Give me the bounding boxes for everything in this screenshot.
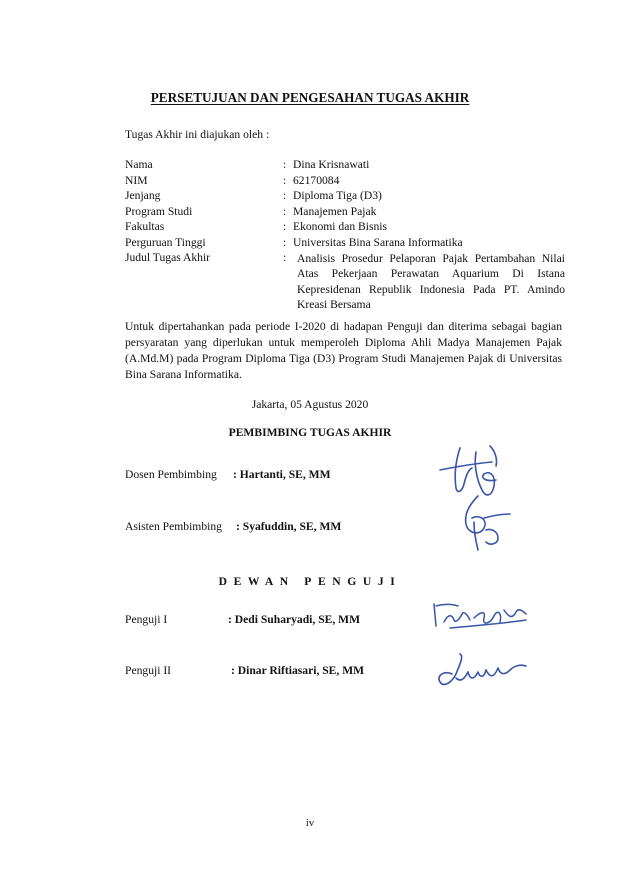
- asisten-pembimbing-row: Asisten Pembimbing : Syafuddin, SE, MM: [125, 520, 342, 533]
- signature-penguji-2: [430, 648, 530, 692]
- signature-asisten-pembimbing: [440, 492, 520, 554]
- field-row-nim: NIM : 62170084: [125, 173, 340, 187]
- penguji-heading: DEWAN PENGUJI: [218, 575, 402, 588]
- penguji-1-row: Penguji I : Dedi Suharyadi, SE, MM: [125, 613, 361, 626]
- field-row-program-studi: Program Studi : Manajemen Pajak: [125, 204, 377, 218]
- field-row-fakultas: Fakultas : Ekonomi dan Bisnis: [125, 220, 388, 234]
- signature-penguji-1: [430, 596, 530, 632]
- intro-text: Tugas Akhir ini diajukan oleh :: [125, 128, 270, 141]
- field-row-jenjang: Jenjang : Diploma Tiga (D3): [125, 189, 382, 203]
- approval-paragraph: Untuk dipertahankan pada periode I-2020 di hadapan Penguji dan diterima sebagai bagian persyaratan yang diperlukan untuk memperoleh Diploma Ahli Madya Manajemen Pajak (A.Md.M) pada Program Diploma Tiga (D3) Program Studi Manajemen Pajak di Universitas Bina Sarana Informatika.: [125, 320, 562, 381]
- document-title: PERSETUJUAN DAN PENGESAHAN TUGAS AKHIR: [150, 90, 470, 105]
- field-row-name: Nama : Dina Krisnawati: [125, 158, 370, 171]
- field-row-judul: Judul Tugas Akhir : Analisis Prosedur Pelaporan Pajak Pertambahan Nilai Atas Pekerjaan Perawatan Aquarium Di Istana Kepresidenan Republik Indonesia Pada PT. Amindo Kreasi Bersama: [125, 250, 565, 312]
- penguji-2-row: Penguji II : Dinar Riftiasari, SE, MM: [125, 664, 365, 677]
- field-row-perguruan-tinggi: Perguruan Tinggi : Universitas Bina Sarana Informatika: [125, 235, 463, 249]
- dosen-pembimbing-row: Dosen Pembimbing : Hartanti, SE, MM: [125, 468, 331, 481]
- page-number: iv: [305, 818, 315, 829]
- place-date: Jakarta, 05 Agustus 2020: [251, 398, 369, 411]
- student-info-table: [125, 157, 565, 313]
- pembimbing-heading: PEMBIMBING TUGAS AKHIR: [228, 426, 392, 439]
